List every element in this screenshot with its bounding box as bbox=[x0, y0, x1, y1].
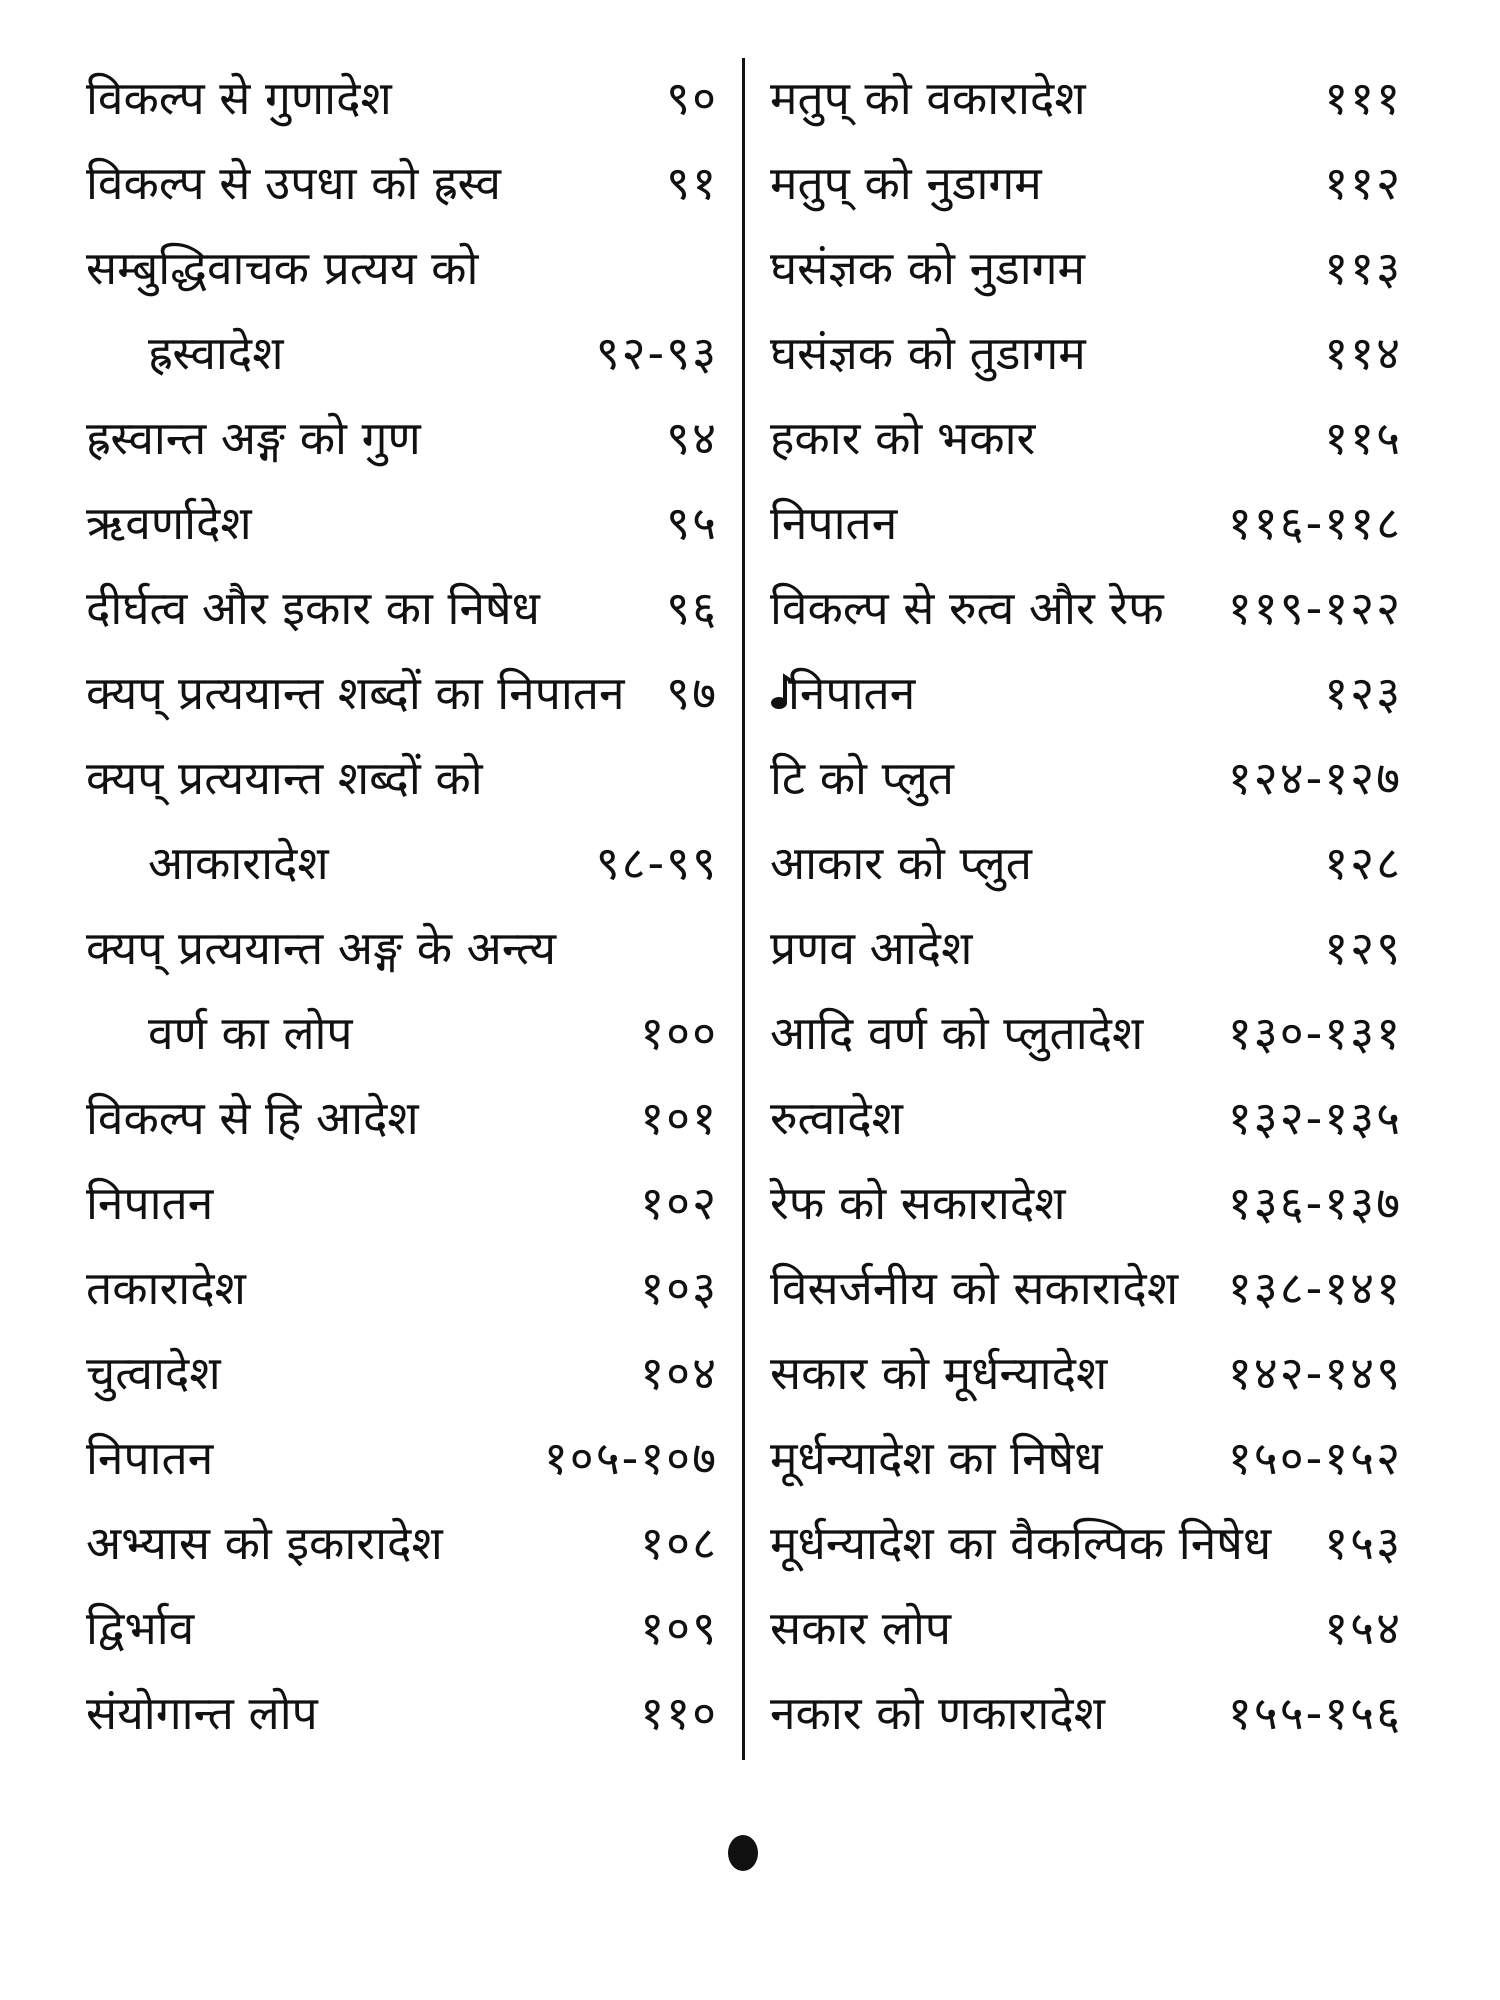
page-number: १२९ bbox=[1324, 921, 1402, 975]
page-number: ११९-१२२ bbox=[1227, 581, 1402, 635]
index-line bbox=[86, 141, 718, 226]
index-line bbox=[86, 906, 718, 991]
index-line bbox=[770, 481, 1402, 566]
entry-text: क्यप् प्रत्ययान्त शब्दों को bbox=[86, 751, 483, 805]
index-line bbox=[770, 226, 1402, 311]
page-number: ११४ bbox=[1324, 326, 1402, 380]
page-number: ११० bbox=[640, 1686, 718, 1740]
page-number: १४२-१४९ bbox=[1227, 1346, 1402, 1400]
entry-text: दीर्घत्व और इकार का निषेध bbox=[86, 581, 540, 635]
entry-text: विकल्प से हि आदेश bbox=[86, 1091, 419, 1145]
index-line bbox=[770, 396, 1402, 481]
entry-text: घसंज्ञक को तुडागम bbox=[770, 326, 1086, 380]
index-line bbox=[770, 906, 1402, 991]
bullet-dot-icon bbox=[728, 1835, 758, 1871]
index-line bbox=[770, 1671, 1402, 1756]
entry-text: द्विर्भाव bbox=[86, 1601, 195, 1655]
index-line bbox=[86, 1246, 718, 1331]
entry-text: ह्रस्वान्त अङ्ग को गुण bbox=[86, 411, 421, 465]
index-line bbox=[86, 821, 718, 906]
entry-text: सकार लोप bbox=[770, 1601, 952, 1655]
entry-text: आदि वर्ण को प्लुतादेश bbox=[770, 1006, 1144, 1060]
right-column bbox=[770, 56, 1402, 1756]
entry-text: विकल्प से रुत्व और रेफ bbox=[770, 581, 1164, 635]
index-line bbox=[770, 821, 1402, 906]
column-divider bbox=[742, 58, 745, 1760]
index-line bbox=[86, 226, 718, 311]
entry-text: क्यप् प्रत्ययान्त अङ्ग के अन्त्य bbox=[86, 921, 557, 975]
entry-text: आकारादेश bbox=[148, 836, 329, 890]
page-number: १०१ bbox=[640, 1091, 718, 1145]
index-line bbox=[86, 1671, 718, 1756]
entry-text: मतुप् को वकारादेश bbox=[770, 71, 1086, 125]
entry-text: घसंज्ञक को नुडागम bbox=[770, 241, 1086, 295]
index-line bbox=[86, 1331, 718, 1416]
entry-text: संयोगान्त लोप bbox=[86, 1686, 318, 1740]
entry-text: मूर्धन्यादेश का वैकल्पिक निषेध bbox=[770, 1516, 1272, 1570]
entry-text: मूर्धन्यादेश का निषेध bbox=[770, 1431, 1103, 1485]
entry-text: आकार को प्लुत bbox=[770, 836, 1032, 890]
page-number: १५५-१५६ bbox=[1227, 1686, 1402, 1740]
page-number: १०० bbox=[640, 1006, 718, 1060]
page-number: ९४ bbox=[666, 411, 718, 465]
page-number: ९८-९९ bbox=[595, 836, 718, 890]
index-line bbox=[86, 1501, 718, 1586]
page-number: ९७ bbox=[666, 666, 718, 720]
page-number: ११५ bbox=[1324, 411, 1402, 465]
index-line bbox=[86, 651, 718, 736]
page-number: ९१ bbox=[666, 156, 718, 210]
index-line bbox=[770, 1501, 1402, 1586]
entry-text: नकार को णकारादेश bbox=[770, 1686, 1106, 1740]
left-column bbox=[86, 56, 718, 1756]
index-line bbox=[770, 56, 1402, 141]
page-number: १३६-१३७ bbox=[1227, 1176, 1402, 1230]
entry-text: निपातन bbox=[788, 666, 916, 720]
index-line bbox=[770, 1416, 1402, 1501]
page-number: १३०-१३१ bbox=[1227, 1006, 1402, 1060]
entry-text: रेफ को सकारादेश bbox=[770, 1176, 1066, 1230]
entry-text: विसर्जनीय को सकारादेश bbox=[770, 1261, 1179, 1315]
page-number: १५३ bbox=[1324, 1516, 1402, 1570]
entry-text: अभ्यास को इकारादेश bbox=[86, 1516, 443, 1570]
index-line bbox=[86, 311, 718, 396]
entry-text: मतुप् को नुडागम bbox=[770, 156, 1042, 210]
page-number: १५०-१५२ bbox=[1227, 1431, 1402, 1485]
page-number: १०४ bbox=[640, 1346, 718, 1400]
index-line bbox=[86, 1076, 718, 1161]
index-line bbox=[770, 651, 1402, 736]
entry-text: हकार को भकार bbox=[770, 411, 1036, 465]
page-number: १३२-१३५ bbox=[1227, 1091, 1402, 1145]
entry-text: ऋवर्णादेश bbox=[86, 496, 252, 550]
page-number: १०९ bbox=[640, 1601, 718, 1655]
page-number: १३८-१४१ bbox=[1227, 1261, 1402, 1315]
page-number: १२३ bbox=[1324, 666, 1402, 720]
entry-text: क्यप् प्रत्ययान्त शब्दों का निपातन bbox=[86, 666, 625, 720]
page-number: ९२-९३ bbox=[595, 326, 718, 380]
entry-text: चुत्वादेश bbox=[86, 1346, 221, 1400]
page-number: ९० bbox=[666, 71, 718, 125]
index-line bbox=[770, 1161, 1402, 1246]
index-line bbox=[770, 736, 1402, 821]
entry-text: सकार को मूर्धन्यादेश bbox=[770, 1346, 1108, 1400]
index-line bbox=[86, 736, 718, 821]
index-line bbox=[770, 1331, 1402, 1416]
index-line bbox=[86, 1161, 718, 1246]
index-line bbox=[770, 566, 1402, 651]
page-number: ११२ bbox=[1324, 156, 1402, 210]
entry-text: सम्बुद्धिवाचक प्रत्यय को bbox=[86, 241, 479, 295]
page-number: १११ bbox=[1324, 71, 1402, 125]
page-number: १२८ bbox=[1324, 836, 1402, 890]
entry-text: निपातन bbox=[86, 1431, 214, 1485]
index-line bbox=[86, 56, 718, 141]
entry-text: तकारादेश bbox=[86, 1261, 246, 1315]
index-line bbox=[86, 1416, 718, 1501]
page-number: १०८ bbox=[640, 1516, 718, 1570]
index-line bbox=[86, 1586, 718, 1671]
entry-text: रुत्वादेश bbox=[770, 1091, 903, 1145]
page-number: ११३ bbox=[1324, 241, 1402, 295]
entry-text: निपातन bbox=[86, 1176, 214, 1230]
page-number: १०२ bbox=[640, 1176, 718, 1230]
index-line bbox=[770, 991, 1402, 1076]
page-number: ९५ bbox=[666, 496, 718, 550]
page-number: ९६ bbox=[666, 581, 718, 635]
entry-text: टि को प्लुत bbox=[770, 751, 954, 805]
index-line bbox=[770, 141, 1402, 226]
entry-text: निपातन bbox=[770, 496, 898, 550]
entry-text: प्रणव आदेश bbox=[770, 921, 973, 975]
page-number: १०५-१०७ bbox=[543, 1431, 718, 1485]
entry-text: विकल्प से उपधा को ह्रस्व bbox=[86, 156, 501, 210]
index-line bbox=[770, 1246, 1402, 1331]
page-number: ११६-११८ bbox=[1227, 496, 1402, 550]
entry-text: ह्रस्वादेश bbox=[148, 326, 284, 380]
index-line bbox=[86, 481, 718, 566]
page-number: १५४ bbox=[1324, 1601, 1402, 1655]
index-line bbox=[770, 1586, 1402, 1671]
index-line bbox=[770, 311, 1402, 396]
entry-text: वर्ण का लोप bbox=[148, 1006, 353, 1060]
page-number: १०३ bbox=[640, 1261, 718, 1315]
index-line bbox=[86, 991, 718, 1076]
index-line bbox=[86, 566, 718, 651]
index-line bbox=[770, 1076, 1402, 1161]
page-number: १२४-१२७ bbox=[1227, 751, 1402, 805]
index-line bbox=[86, 396, 718, 481]
entry-text: विकल्प से गुणादेश bbox=[86, 71, 392, 125]
